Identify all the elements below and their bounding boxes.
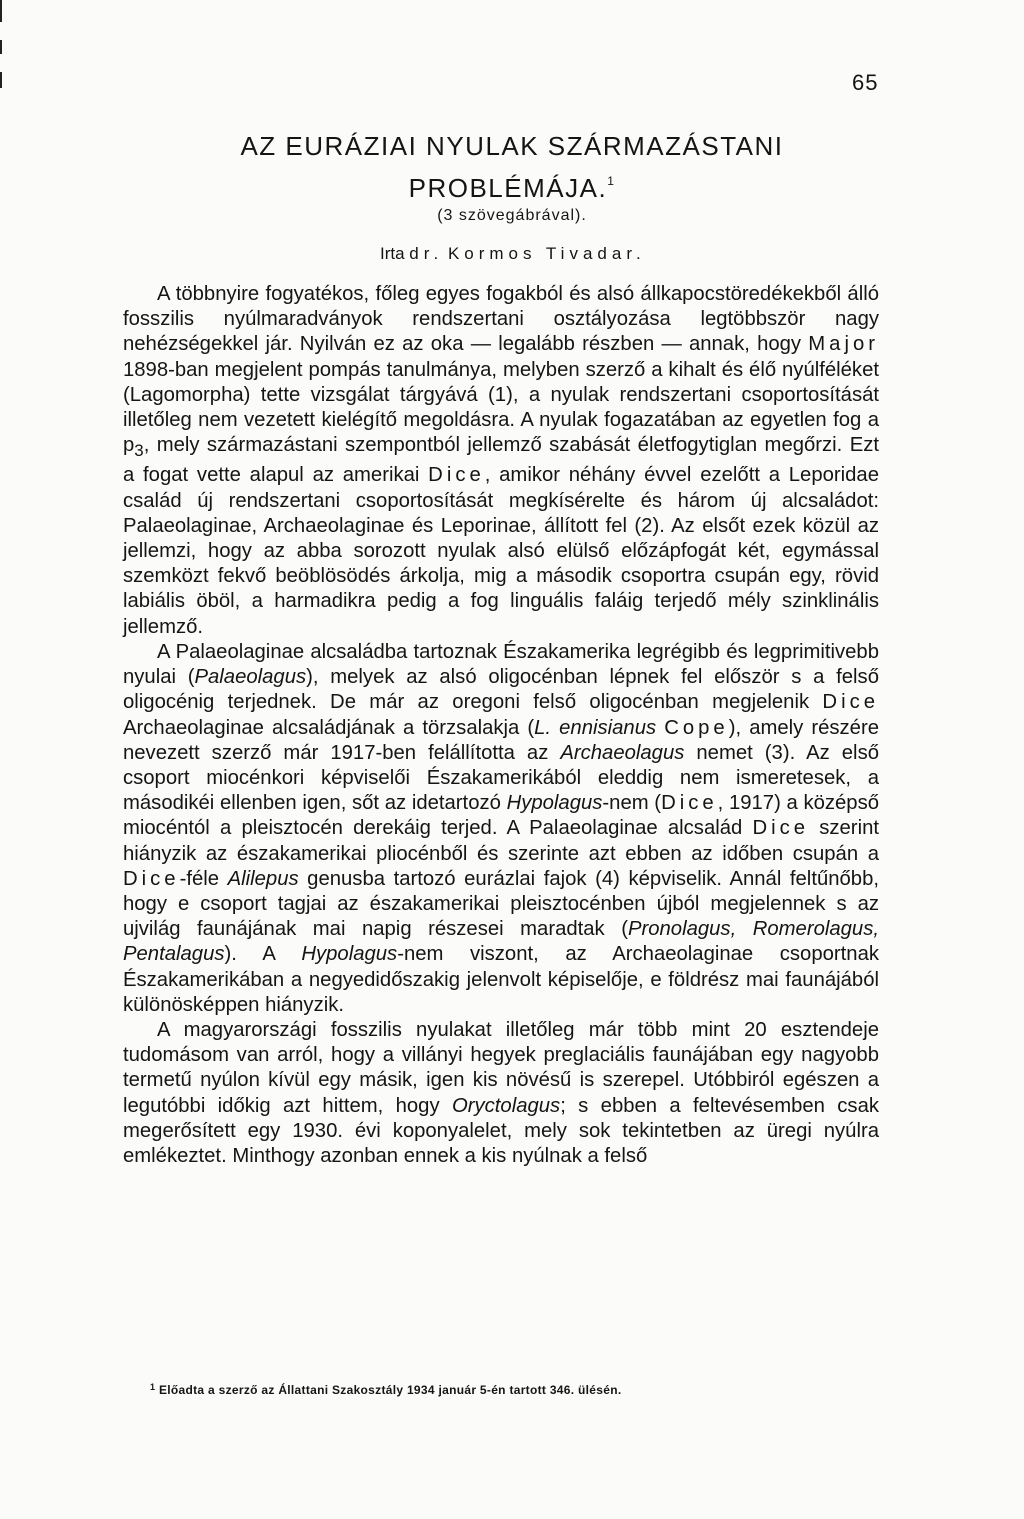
text-run: -nem viszont, az Archaeolaginae csoportnak Északamerikában a negyedidőszakig jelenvolt képiselője, e földrész mai faunájából különösképpen hiányzik.: [123, 943, 879, 1016]
text-run: -nem (: [602, 792, 662, 815]
scan-edge-mark: [0, 0, 2, 22]
taxon-name: Hypolagus: [506, 792, 603, 815]
taxon-name: L. ennisianus: [534, 716, 657, 739]
text-run: genusba tartozó eurázlai fajok (4) képviselik. Annál feltűnőbb, hogy e csoport tagjai az északamerikai pleisztocénben újból megjelennek s az ujvilág faunájának mai napig részesei maradtak (: [123, 867, 879, 941]
author-name-cope: Cope: [664, 716, 729, 739]
title-line-1: AZ EURÁZIAI NYULAK SZÁRMAZÁSTANI: [240, 131, 784, 161]
author-name-dice: Dice: [428, 464, 485, 487]
text-run: , 1917) a középső miocéntól a pleisztocén derekáig terjed. A Palaeolaginae alcsalád: [123, 792, 879, 840]
taxon-name: Archaeolagus: [560, 741, 685, 764]
text-run: A többnyire fogyatékos, főleg egyes fogakból és alsó állkapocstöredékekből álló fosszilis nyúlmaradványok rendszertani osztályozása legtöbbször nagy nehézségekkel jár. Nyilván ez az oka — legalább részben — annak, hogy: [123, 283, 879, 356]
text-run: ; s ebben a feltevésemben csak megerősített egy 1930. évi koponyalelet, mely sok tekintetben az üregi nyúlra emlékeztet. Minthogy azonban ennek a kis nyúlnak a felső: [123, 1094, 879, 1167]
footnote-marker: 1: [150, 1382, 156, 1392]
text-run: ). A: [224, 943, 302, 966]
paragraph-1: [123, 282, 879, 640]
text-run: 1898-ban megjelent pompás tanulmánya, melyben szerző a kihalt és élő nyúlféléket (Lagomorpha) tette vizsgálat tárgyává (1), a nyulak rendszertani csoportosítását illetőleg nem vezetett kielégítő megoldásra.: [123, 358, 879, 432]
author-degree: dr.: [409, 244, 444, 263]
taxon-name: Palaeolagus: [194, 666, 307, 689]
taxon-name: Oryctolagus: [451, 1094, 561, 1117]
taxon-name: Alilepus: [227, 867, 299, 890]
author-name-dice: Dice: [752, 817, 810, 840]
article-body: [123, 282, 879, 1169]
author-name-dice: Dice: [661, 792, 718, 815]
text-run: Archaeolaginae alcsaládjának a törzsalakja (: [123, 716, 535, 739]
title-line-2-text: PROBLÉMÁJA.: [408, 173, 608, 203]
text-run: ), amely részére nevezett szerző már 1917-ben felállította az: [123, 716, 879, 764]
text-run: [656, 717, 664, 739]
author-name-dice: Dice: [123, 867, 180, 890]
text-run: nemet (3). Az első csoport miocénkori képviselői Északamerikából eleddig nem ismeretesek, a másodikéi ellenben igen, sőt az idetartozó: [123, 741, 879, 815]
taxon-name: Pronolagus, Romerolagus, Pentalagus: [123, 918, 879, 966]
author-name-major: Major: [808, 333, 879, 356]
scan-edge-mark: [0, 72, 2, 88]
subtitle: (3 szövegábrával).: [437, 207, 587, 224]
title-line-2: [0, 163, 1024, 206]
author-name: Kormos Tivadar.: [447, 244, 646, 263]
scan-edge-mark: [0, 40, 2, 54]
subscript: 3: [134, 441, 144, 461]
footnote-text: Előadta a szerző az Állattani Szakosztály 1934 január 5-én tartott 346. ülésén.: [155, 1383, 622, 1397]
taxon-name: Hypolagus: [301, 943, 398, 966]
page-number: 65: [852, 70, 879, 95]
paragraph-2: [123, 640, 879, 1018]
author-line: [380, 244, 646, 264]
author-name-dice: Dice: [822, 691, 879, 714]
text-run: szerint hiányzik az északamerikai pliocénből és szerinte azt ebben az időben csupán a: [123, 817, 879, 865]
footnote: [150, 1382, 890, 1397]
author-prefix: Irta: [380, 244, 410, 263]
title-footnote-ref: 1: [607, 174, 616, 188]
text-run: A nyulak fogazatában az egyetlen fog a p: [123, 409, 879, 457]
paragraph-3: [123, 1018, 879, 1169]
text-run: A Palaeolaginae alcsaládba tartoznak Északamerika legrégibb és legprimitivebb nyulai (: [123, 640, 879, 689]
text-run: -féle: [179, 867, 228, 890]
text-run: A magyarországi fosszilis nyulakat illetőleg már több mint 20 esztendeje tudomásom van arról, hogy a villányi hegyek preglaciális faunájában egy nagyobb termetű nyúlon kívül egy másik, igen kis növésű is szerepel. Utóbbiról egészen a legutóbbi időkig azt hittem, hogy: [123, 1018, 879, 1117]
text-run: , amikor néhány évvel ezelőtt a Leporidae család új rendszertani csoportosítását megkísérelte és három új alcsaládot: Palaeolaginae, Archaeolaginae és Leporinae, állított fel (2). Az elsőt ezek közül az jellemzi, hogy az abba sorozott nyulak alsó elülső előzápfogát két, egymással szemközt fekvő beöblösödés árkolja, mig a második csoportra csupán egy, rövid labiális öböl, a harmadikra pedig a fog linguális faláig terjedő mély szinklinális jellemző.: [123, 464, 879, 638]
text-run: ), melyek az alsó oligocénban lépnek fel először s a felső oligocénig terjednek. De már az oregoni felső oligocénban megjelenik: [123, 666, 879, 714]
text-run: , mely származástani szempontból jellemző szabását életfogytiglan megőrzi. Ezt a fogat vette alapul az amerikai: [123, 434, 879, 487]
